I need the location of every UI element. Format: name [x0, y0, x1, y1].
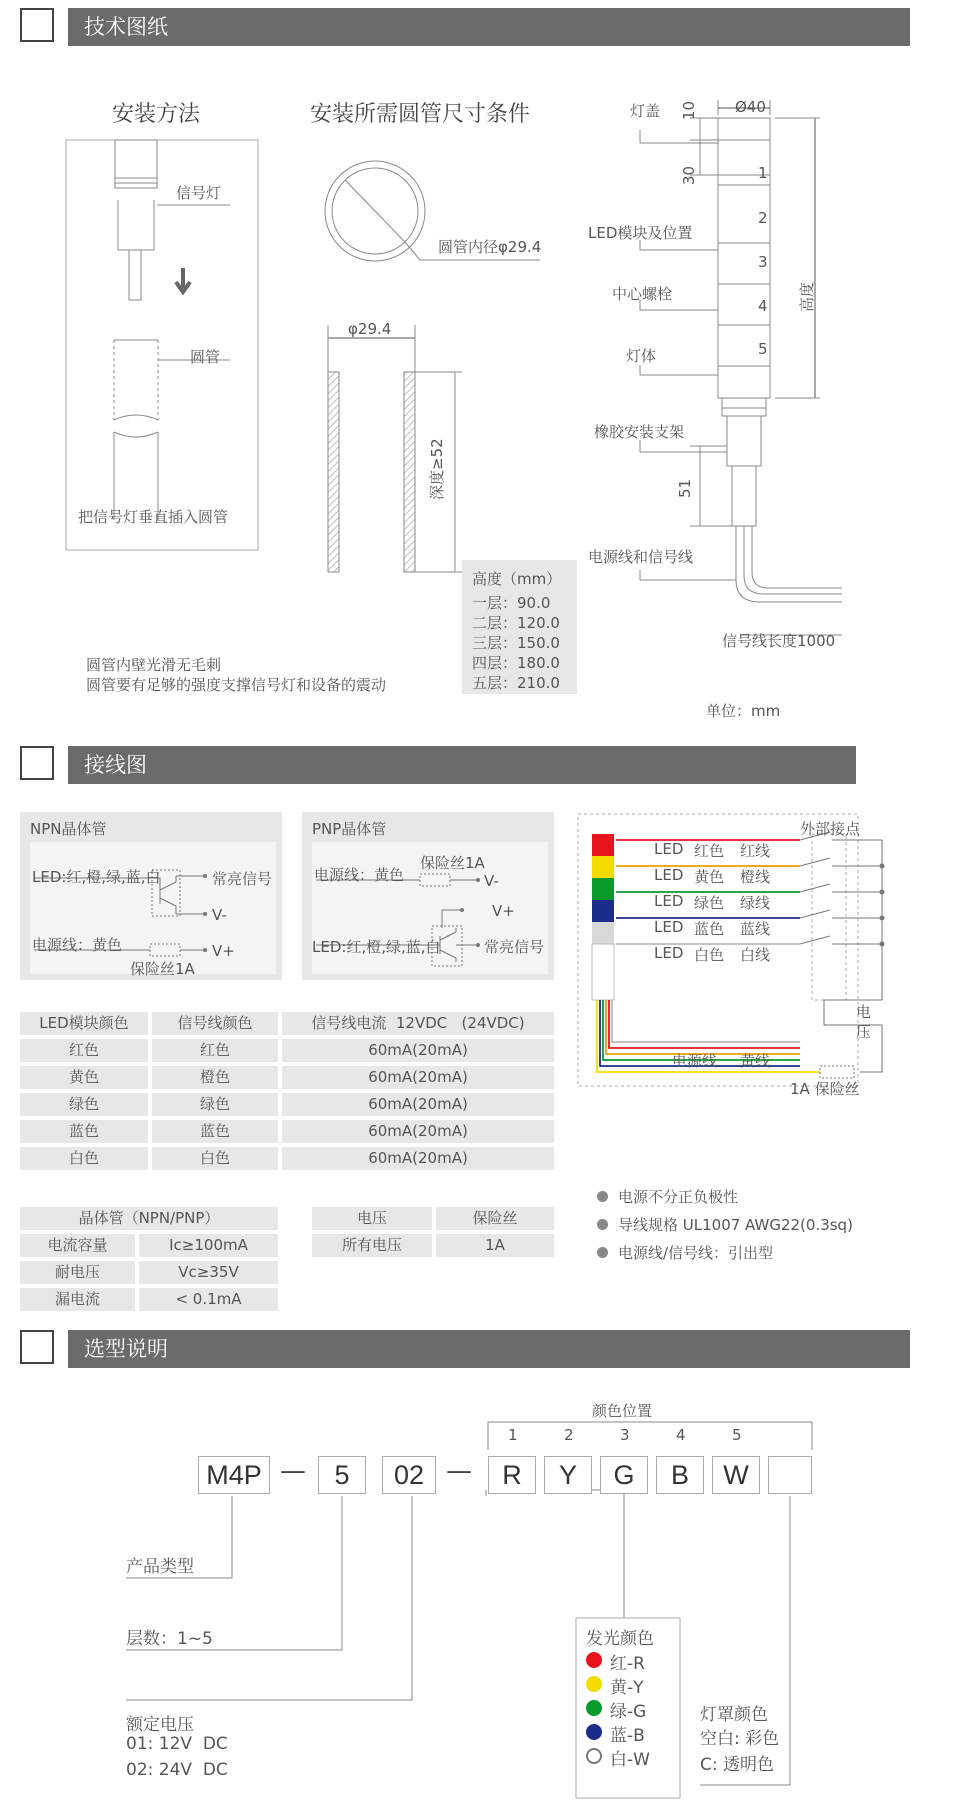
- pnp-steady: 常亮信号: [484, 938, 545, 956]
- signal-light-label: 信号灯: [176, 184, 222, 202]
- current-header-1: LED模块颜色: [20, 1012, 148, 1035]
- wiring-led-2: LED: [654, 866, 684, 884]
- emit-blue: 蓝-B: [610, 1726, 645, 1746]
- dim-led-module: LED模块及位置: [588, 224, 693, 242]
- emit-green: 绿-G: [610, 1702, 647, 1722]
- tube-req-title: 安装所需圆管尺寸条件: [310, 102, 531, 127]
- transistor-r1-c1: 电流容量: [20, 1234, 135, 1257]
- green-dot-icon: [586, 1700, 602, 1716]
- red-dot-icon: [586, 1652, 602, 1668]
- wiring-color-2: 黄色: [694, 868, 725, 886]
- wiring-led-4: LED: [654, 918, 684, 936]
- dash-2: —: [446, 1456, 472, 1486]
- tube-depth: 深度≥52: [428, 438, 446, 500]
- current-r3-c2: 绿色: [152, 1093, 278, 1116]
- dim-height: 高度: [798, 281, 816, 312]
- install-note-1: 圆管内壁光滑无毛刺: [86, 656, 222, 674]
- white-dot-icon: [586, 1748, 602, 1764]
- install-title: 安装方法: [112, 102, 201, 127]
- npn-vminus: V-: [212, 906, 227, 924]
- height-row-3: 三层：150.0: [472, 634, 560, 652]
- wiring-power: 电源线: [672, 1052, 718, 1070]
- level-1: 1: [758, 164, 768, 182]
- transistor-r3-c2: < 0.1mA: [139, 1288, 278, 1311]
- fuse-row-1: 所有电压: [312, 1234, 432, 1257]
- height-row-2: 二层：120.0: [472, 614, 560, 632]
- wiring-wire-3: 绿线: [740, 894, 771, 912]
- install-caption: 把信号灯垂直插入圆管: [78, 508, 229, 526]
- bullet-3: 电源线/信号线：引出型: [618, 1244, 774, 1262]
- blue-dot-icon: [586, 1724, 602, 1740]
- cover-opt-1: 空白: 彩色: [700, 1729, 780, 1749]
- wiring-wire-1: 红线: [740, 842, 771, 860]
- yellow-dot-icon: [586, 1676, 602, 1692]
- section-title-selection: 选型说明: [68, 1330, 910, 1368]
- dim-cable: 电源线和信号线: [588, 548, 694, 566]
- dim-seg-h: 30: [680, 165, 698, 185]
- dim-bolt: 中心螺栓: [612, 285, 673, 303]
- wiring-led-5: LED: [654, 944, 684, 962]
- code-type: M4P: [198, 1456, 270, 1494]
- level-3: 3: [758, 253, 768, 271]
- emit-white: 白-W: [610, 1750, 650, 1770]
- dim-cap: 灯盖: [630, 102, 661, 120]
- current-r2-c2: 橙色: [152, 1066, 278, 1089]
- install-note-2: 圆管要有足够的强度支撑信号灯和设备的震动: [86, 676, 387, 694]
- current-r4-c1: 蓝色: [20, 1120, 148, 1143]
- transistor-r1-c2: Ic≥100mA: [139, 1234, 278, 1257]
- pos-2: 2: [564, 1426, 574, 1444]
- emit-yellow: 黄-Y: [610, 1678, 644, 1698]
- npn-fuse: 保险丝1A: [130, 960, 195, 978]
- current-header-3: 信号线电流 12VDC (24VDC): [282, 1012, 554, 1035]
- current-r3-c1: 绿色: [20, 1093, 148, 1116]
- level-2: 2: [758, 209, 768, 227]
- product-type-label: 产品类型: [126, 1557, 194, 1577]
- color-pos-label: 颜色位置: [592, 1402, 653, 1420]
- pos-1: 1: [508, 1426, 518, 1444]
- cover-title: 灯罩颜色: [700, 1705, 768, 1725]
- npn-power: 电源线：黄色: [32, 936, 123, 954]
- wiring-fuse: 1A 保险丝: [790, 1080, 860, 1098]
- npn-title: NPN晶体管: [30, 820, 107, 838]
- current-r3-c3: 60mA(20mA): [282, 1093, 554, 1116]
- level-5: 5: [758, 340, 768, 358]
- wiring-color-5: 白色: [694, 946, 725, 964]
- code-color-1: R: [488, 1456, 536, 1494]
- wiring-external: 外部接点: [800, 820, 861, 838]
- wiring-wire-4: 蓝线: [740, 920, 771, 938]
- current-r1-c2: 红色: [152, 1039, 278, 1062]
- code-voltage: 02: [382, 1456, 436, 1494]
- current-r5-c2: 白色: [152, 1147, 278, 1170]
- wiring-voltage: 电 压: [856, 1003, 872, 1041]
- dim-bracket: 橡胶安装支架: [594, 423, 685, 441]
- current-r4-c3: 60mA(20mA): [282, 1120, 554, 1143]
- code-color-2: Y: [544, 1456, 592, 1494]
- voltage-opt-2: 02: 24V DC: [126, 1760, 228, 1780]
- pnp-led: LED:红,橙,绿,蓝,白: [312, 938, 441, 956]
- current-r5-c3: 60mA(20mA): [282, 1147, 554, 1170]
- emit-red: 红-R: [610, 1654, 645, 1674]
- level-4: 4: [758, 297, 768, 315]
- height-row-5: 五层：210.0: [472, 674, 560, 692]
- bullet-1: 电源不分正负极性: [618, 1188, 739, 1206]
- wiring-led-3: LED: [654, 892, 684, 910]
- transistor-r2-c1: 耐电压: [20, 1261, 135, 1284]
- dash-1: —: [280, 1456, 306, 1486]
- current-header-2: 信号线颜色: [152, 1012, 278, 1035]
- pnp-vminus: V-: [484, 872, 499, 890]
- dim-dia: Ø40: [735, 98, 766, 116]
- bullet-2: 导线规格 UL1007 AWG22(0.3sq): [618, 1216, 853, 1234]
- code-color-3: G: [600, 1456, 648, 1494]
- wiring-wire-2: 橙线: [740, 868, 771, 886]
- tube-inner-dia: 圆管内径φ29.4: [438, 238, 542, 256]
- height-table-title: 高度（mm）: [472, 570, 562, 588]
- wiring-yellow: 黄线: [740, 1052, 771, 1070]
- dim-unit: 单位：mm: [706, 702, 781, 720]
- pos-4: 4: [676, 1426, 686, 1444]
- fuse-header-1: 电压: [312, 1207, 432, 1230]
- tube-dia-dim: φ29.4: [348, 320, 392, 338]
- pos-3: 3: [620, 1426, 630, 1444]
- transistor-r2-c2: Vc≥35V: [139, 1261, 278, 1284]
- current-r2-c3: 60mA(20mA): [282, 1066, 554, 1089]
- fuse-row-2: 1A: [436, 1234, 554, 1257]
- dim-cap-h: 10: [680, 100, 698, 120]
- voltage-label: 额定电压: [126, 1715, 194, 1735]
- npn-led: LED:红,橙,绿,蓝,白: [32, 868, 161, 886]
- section-title-drawing: 技术图纸: [68, 8, 910, 46]
- current-r5-c1: 白色: [20, 1147, 148, 1170]
- current-r1-c1: 红色: [20, 1039, 148, 1062]
- pnp-vplus: V+: [492, 902, 515, 920]
- wiring-color-4: 蓝色: [694, 920, 725, 938]
- height-row-1: 一层：90.0: [472, 594, 551, 612]
- height-row-4: 四层：180.0: [472, 654, 560, 672]
- wiring-color-1: 红色: [694, 842, 725, 860]
- fuse-header-2: 保险丝: [436, 1207, 554, 1230]
- wiring-wire-5: 白线: [740, 946, 771, 964]
- pnp-power: 电源线：黄色: [314, 866, 405, 884]
- wiring-color-3: 绿色: [694, 894, 725, 912]
- dim-cable-len: 信号线长度1000: [722, 632, 836, 650]
- npn-vplus: V+: [212, 942, 235, 960]
- dim-bracket-h: 51: [676, 478, 694, 498]
- tube-label: 圆管: [190, 348, 221, 366]
- current-r2-c1: 黄色: [20, 1066, 148, 1089]
- code-color-5: W: [712, 1456, 760, 1494]
- cover-opt-2: C: 透明色: [700, 1755, 775, 1775]
- npn-steady: 常亮信号: [212, 870, 273, 888]
- current-r4-c2: 蓝色: [152, 1120, 278, 1143]
- layers-label: 层数：1~5: [126, 1629, 213, 1649]
- pnp-fuse: 保险丝1A: [420, 854, 485, 872]
- emit-title: 发光颜色: [586, 1629, 654, 1649]
- transistor-header: 晶体管（NPN/PNP）: [20, 1207, 278, 1230]
- code-layers: 5: [318, 1456, 366, 1494]
- code-color-4: B: [656, 1456, 704, 1494]
- pos-5: 5: [732, 1426, 742, 1444]
- transistor-r3-c1: 漏电流: [20, 1288, 135, 1311]
- pnp-title: PNP晶体管: [312, 820, 387, 838]
- wiring-led-1: LED: [654, 840, 684, 858]
- dim-body: 灯体: [626, 347, 657, 365]
- section-title-wiring: 接线图: [68, 746, 856, 784]
- code-cover: [768, 1456, 812, 1494]
- voltage-opt-1: 01: 12V DC: [126, 1734, 228, 1754]
- current-r1-c3: 60mA(20mA): [282, 1039, 554, 1062]
